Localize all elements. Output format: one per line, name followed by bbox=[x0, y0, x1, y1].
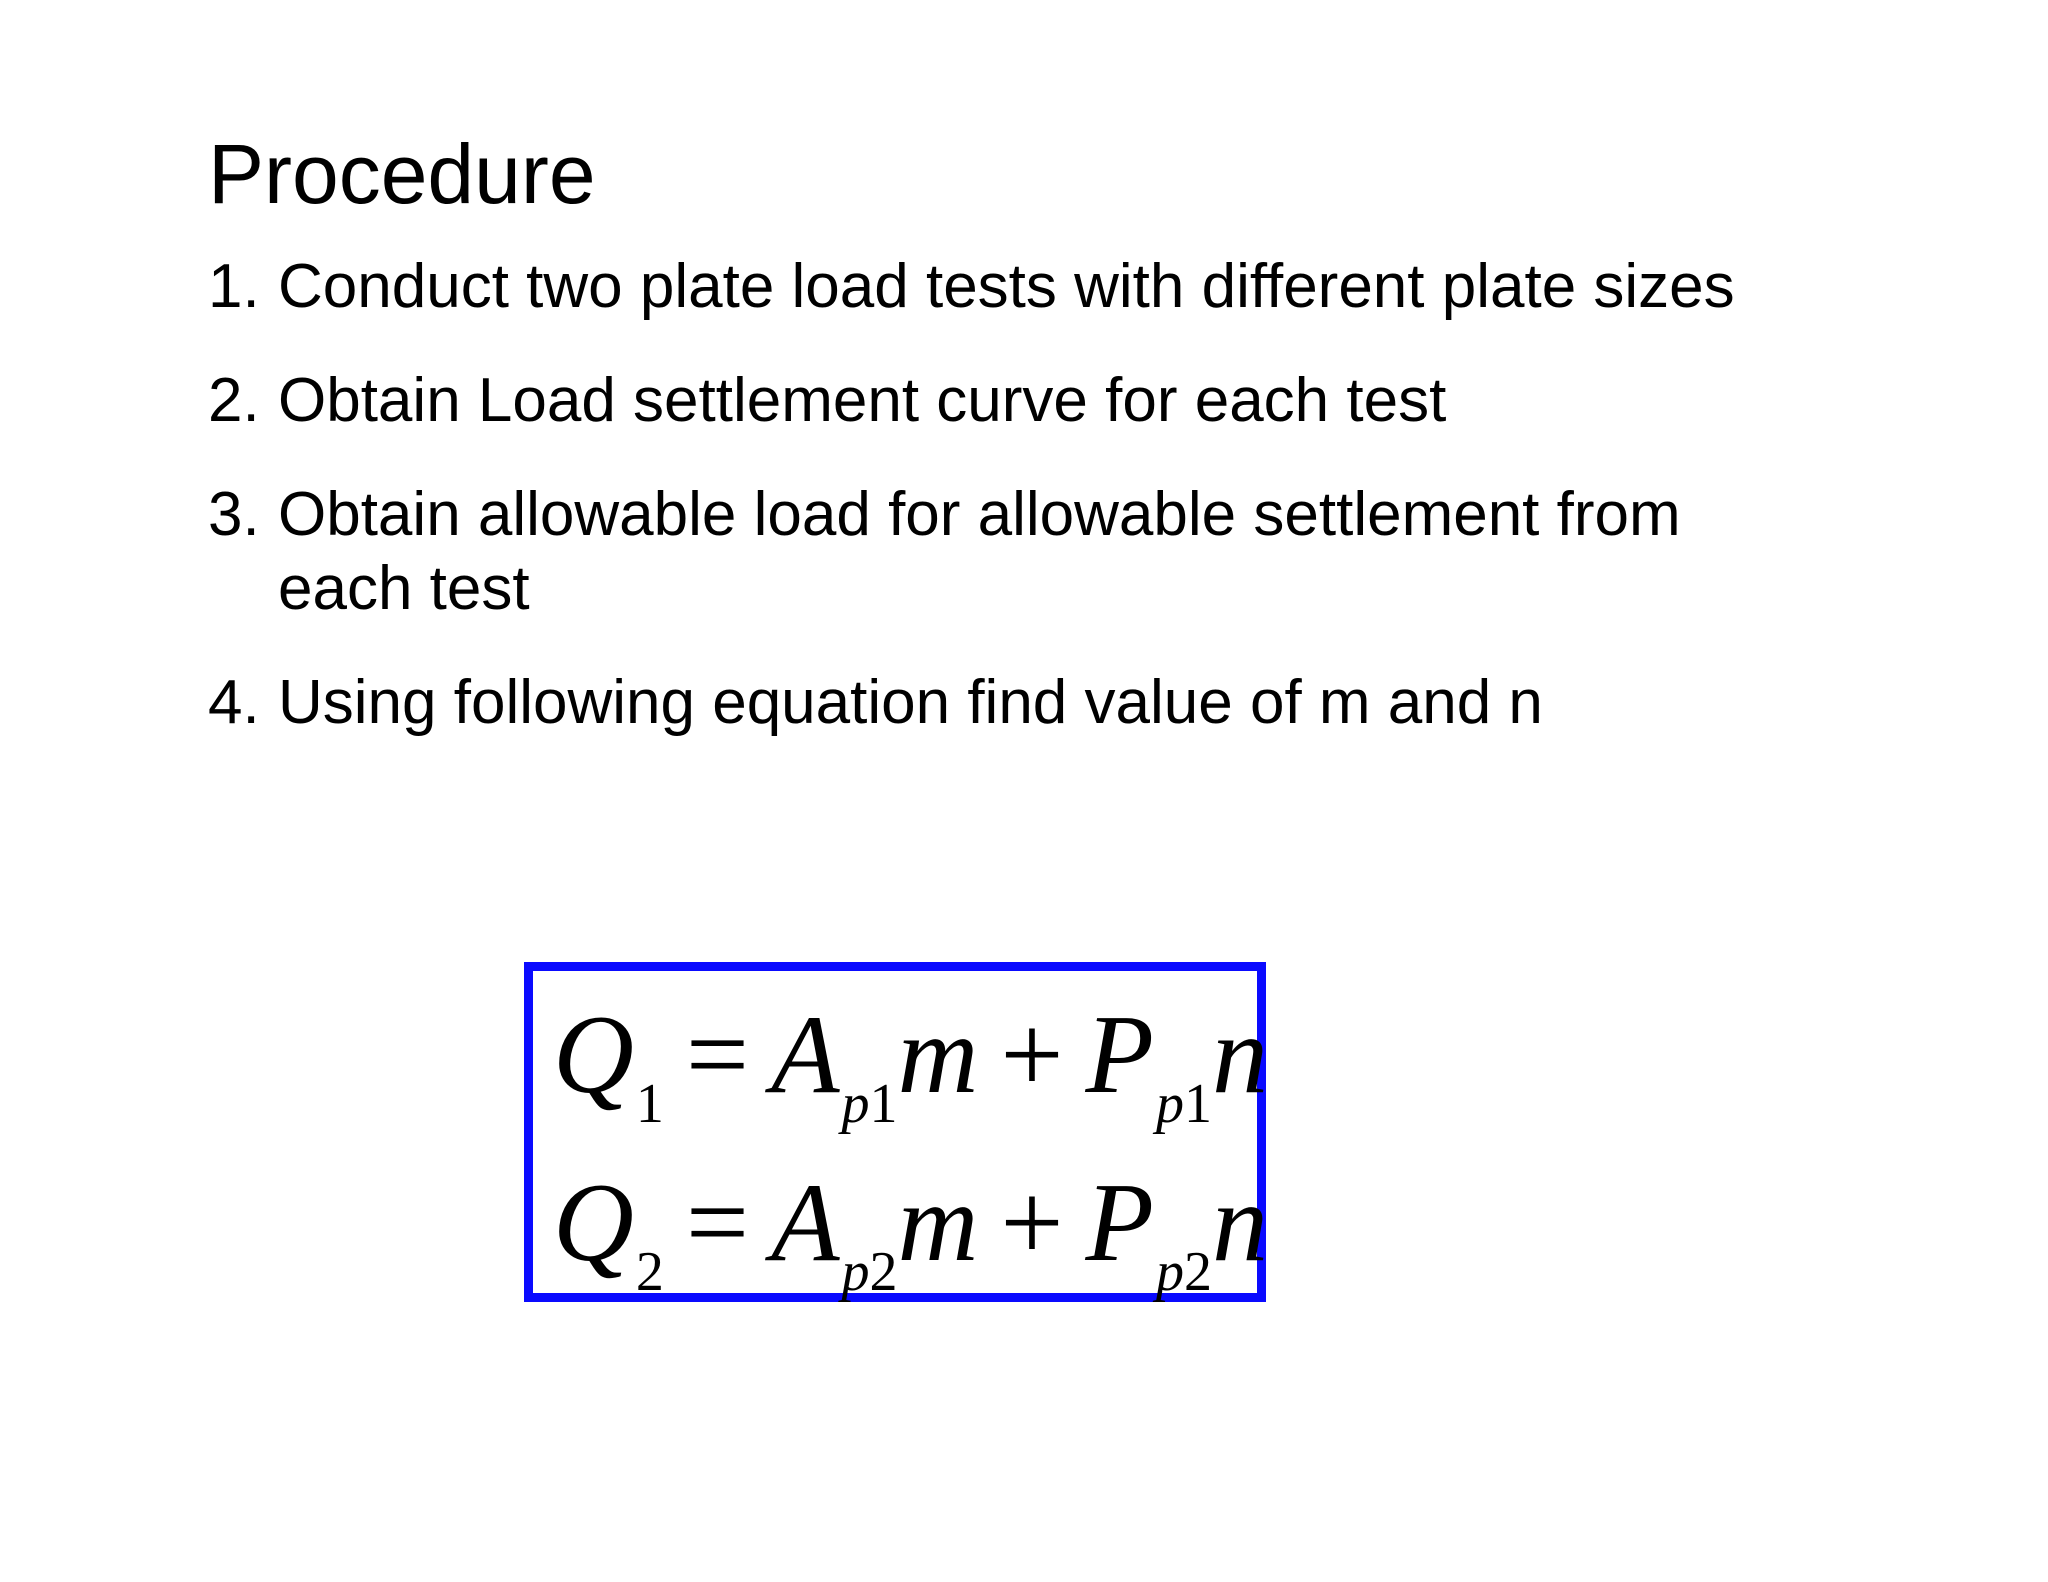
eq2-perimeter-term: P bbox=[1085, 1161, 1154, 1285]
step-item-2 bbox=[208, 364, 1735, 438]
equation-box bbox=[524, 962, 1266, 1302]
eq2-equals: = bbox=[685, 1161, 750, 1285]
eq2-perimeter-subscript: p2 bbox=[1155, 1241, 1212, 1303]
eq1-lhs-subscript: 1 bbox=[635, 1073, 664, 1135]
step-number: 2. bbox=[208, 366, 260, 435]
eq1-m: m bbox=[897, 993, 979, 1117]
eq1-area-term: A bbox=[771, 993, 840, 1117]
slide-title: Procedure bbox=[208, 127, 596, 221]
step-text: Using following equation find value of m and n bbox=[278, 668, 1543, 737]
eq2-plus: + bbox=[1000, 1161, 1064, 1285]
eq2-n: n bbox=[1211, 1161, 1268, 1285]
step-text-line-2: each test bbox=[278, 554, 530, 623]
step-number: 1. bbox=[208, 252, 260, 321]
eq2-m: m bbox=[897, 1161, 979, 1285]
equation-2 bbox=[553, 1161, 1268, 1303]
step-text: Obtain Load settlement curve for each test bbox=[278, 366, 1447, 435]
equation-1 bbox=[553, 993, 1268, 1135]
eq1-n: n bbox=[1211, 993, 1268, 1117]
step-item-3 bbox=[208, 478, 1735, 626]
step-number: 4. bbox=[208, 668, 260, 737]
eq1-lhs: Q bbox=[553, 993, 634, 1117]
step-item-1 bbox=[208, 250, 1735, 324]
eq1-perimeter-subscript: p1 bbox=[1155, 1073, 1212, 1135]
eq2-area-term: A bbox=[771, 1161, 840, 1285]
step-number: 3. bbox=[208, 480, 260, 549]
eq1-perimeter-term: P bbox=[1085, 993, 1154, 1117]
eq2-area-subscript: p2 bbox=[841, 1241, 898, 1303]
step-text-line-1: Obtain allowable load for allowable settlement from bbox=[278, 480, 1681, 549]
eq1-plus: + bbox=[1000, 993, 1064, 1117]
step-item-4 bbox=[208, 666, 1735, 740]
eq1-equals: = bbox=[685, 993, 750, 1117]
eq2-lhs: Q bbox=[553, 1161, 634, 1285]
eq2-lhs-subscript: 2 bbox=[635, 1241, 664, 1303]
procedure-steps bbox=[208, 250, 1735, 780]
eq1-area-subscript: p1 bbox=[841, 1073, 898, 1135]
step-text: Conduct two plate load tests with different plate sizes bbox=[278, 252, 1735, 321]
